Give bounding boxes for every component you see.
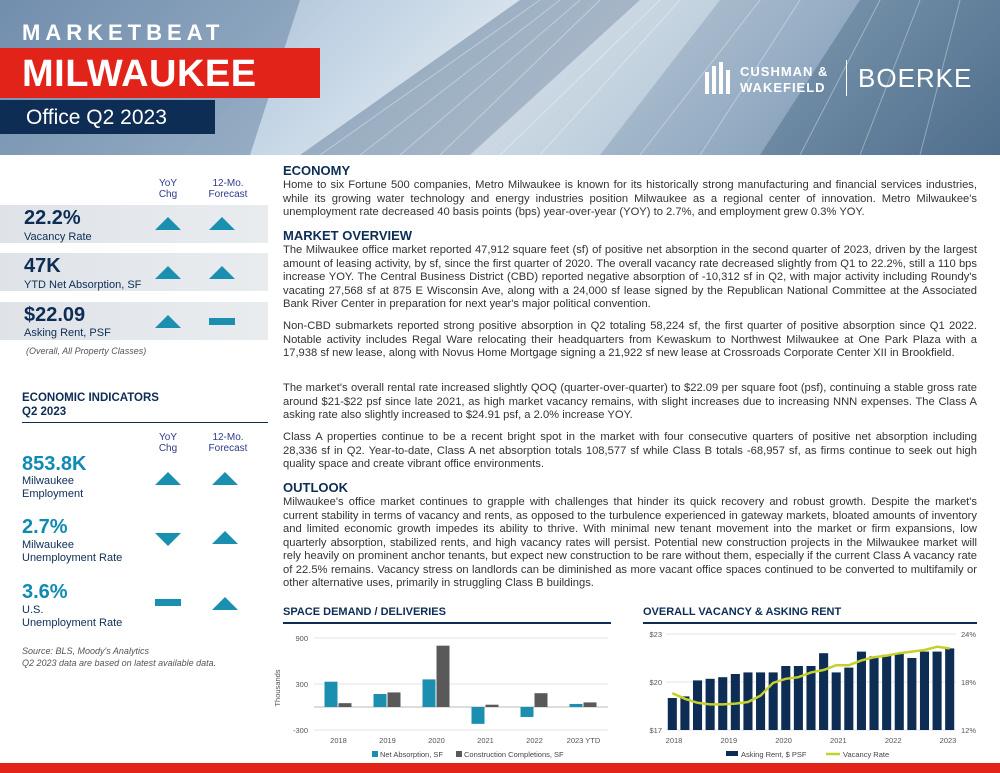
up-icon xyxy=(155,315,181,328)
y-tick-label: 300 xyxy=(295,680,308,689)
rent-bar xyxy=(668,698,677,730)
completions-bar xyxy=(535,693,548,707)
market-overview-heading: MARKET OVERVIEW xyxy=(283,228,413,243)
space-demand-chart xyxy=(270,626,615,763)
legend-label: Net Absorption, SF xyxy=(380,750,443,759)
forecast-header: 12-Mo. Forecast xyxy=(208,432,248,454)
completions-bar xyxy=(584,702,597,707)
economy-heading: ECONOMY xyxy=(283,163,351,178)
vacancy-rent-chart xyxy=(630,626,990,763)
indicator-label: Milwaukee Unemployment Rate xyxy=(22,539,123,564)
up-icon xyxy=(209,266,235,279)
rent-bar xyxy=(933,652,942,730)
x-tick-label: 2022 xyxy=(884,736,902,745)
indicator-label: U.S. Unemployment Rate xyxy=(22,604,123,629)
flat-icon xyxy=(209,318,235,325)
x-tick-label: 2023 YTD xyxy=(566,736,601,745)
rent-bar xyxy=(832,672,841,730)
market-paragraph-2: Non-CBD submarkets reported strong positive absorption in Q2 totaling 58,224 sf, the first quarter of positive absorption since Q1 2022. Notable activity includes Regal Ware relocating their headquarters from Kewaskum to Northwest Milwaukee at One Park Plaza with a 17,938 sf new lease, along with Novus Home Mortgage signing a 21,922 sf new lease at Crossroads Corporate Center XII in Brookfield. xyxy=(283,320,977,359)
y-axis-label: Thousands xyxy=(273,669,282,707)
kpi-label: Vacancy Rate xyxy=(24,231,92,243)
chart-rule xyxy=(643,622,977,624)
rent-bar xyxy=(781,666,790,730)
absorption-bar xyxy=(521,707,534,717)
x-tick-label: 2021 xyxy=(477,736,494,745)
chart-title-vacancy: OVERALL VACANCY & ASKING RENT xyxy=(643,606,842,618)
completions-bar xyxy=(437,646,450,707)
market-paragraph-3: The market's overall rental rate increased slightly QOQ (quarter-over-quarter) to $22.09 per square foot (psf), continuing a stable gross rate around $21-$22 psf since late 2021, as high market vacancy remains, with slight increases due to increasing NNN expenses. The Class A asking rate also slightly increased to $24.91 psf, a 2.0% increase YOY. xyxy=(283,382,977,421)
x-tick-label: 2022 xyxy=(526,736,543,745)
rent-bar xyxy=(680,696,689,730)
absorption-bar xyxy=(423,679,436,707)
legend-swatch-rent xyxy=(726,751,738,756)
absorption-bar xyxy=(325,682,338,707)
indicator-value: 2.7% xyxy=(22,516,68,538)
legend-label: Construction Completions, SF xyxy=(464,750,564,759)
rent-bar xyxy=(882,655,891,730)
brand-title: MARKETBEAT xyxy=(22,20,225,45)
rent-bar xyxy=(920,652,929,730)
completions-bar xyxy=(486,705,499,707)
market-paragraph-4: Class A properties continue to be a recent bright spot in the market with four consecutive quarters of positive net absorption including 28,336 sf in Q2. Year-to-date, Class A net absorption totals 108,577 sf while Class B totals -68,957 sf, as firms continue to seek out high quality space and create vibrant office environments. xyxy=(283,431,977,470)
chart-rule xyxy=(283,622,611,624)
rent-bar xyxy=(895,653,904,730)
y-tick-label-right: 18% xyxy=(961,678,977,687)
up-icon xyxy=(212,472,238,485)
x-tick-label: 2018 xyxy=(665,736,683,745)
completions-bar xyxy=(339,703,352,707)
partner-logo: BOERKE xyxy=(858,63,973,93)
x-tick-label: 2021 xyxy=(830,736,847,745)
legend-swatch-completions xyxy=(456,751,462,757)
up-icon xyxy=(209,217,235,230)
x-tick-label: 2020 xyxy=(775,736,792,745)
rent-bar xyxy=(945,648,954,730)
y-tick-label-right: 24% xyxy=(961,630,977,639)
rent-bar xyxy=(693,680,702,730)
x-tick-label: 2019 xyxy=(720,736,738,745)
footer-bar xyxy=(0,763,1000,773)
rent-bar xyxy=(819,653,828,730)
rent-bar xyxy=(844,668,853,730)
legend-swatch-absorption xyxy=(372,751,378,757)
source-note: Source: BLS, Moody's Analytics xyxy=(22,646,149,656)
kpi-note: (Overall, All Property Classes) xyxy=(26,346,147,356)
y-tick-label: 900 xyxy=(295,634,308,643)
up-icon xyxy=(155,266,181,279)
kpi-label: YTD Net Absorption, SF xyxy=(24,279,142,291)
completions-bar xyxy=(388,692,401,707)
y-tick-label-left: $17 xyxy=(649,726,662,735)
x-tick-label: 2019 xyxy=(379,736,396,745)
rent-bar xyxy=(870,656,879,730)
y-tick-label-left: $23 xyxy=(649,630,662,639)
kpi-label: Asking Rent, PSF xyxy=(24,327,111,339)
indicator-value: 3.6% xyxy=(22,581,68,603)
absorption-bar xyxy=(570,704,583,707)
city-title: MILWAUKEE xyxy=(22,53,257,95)
yoy-header: YoY Chg xyxy=(158,178,178,200)
y-tick-label-right: 12% xyxy=(961,726,977,735)
x-tick-label: 2023 xyxy=(939,736,957,745)
up-icon xyxy=(212,597,238,610)
logo-line-2: WAKEFIELD xyxy=(740,80,826,95)
y-tick-label-left: $20 xyxy=(649,678,662,687)
divider xyxy=(22,422,268,423)
period-title: Office Q2 2023 xyxy=(26,106,167,129)
x-tick-label: 2020 xyxy=(428,736,445,745)
rent-bar xyxy=(907,658,916,730)
absorption-bar xyxy=(374,694,387,707)
rent-bar xyxy=(756,672,765,730)
kpi-value: 47K xyxy=(24,255,61,277)
market-paragraph-1: The Milwaukee office market reported 47,912 square feet (sf) of positive net absorption in the second quarter of 2023, driven by the largest amount of leasing activity, by sf, since the first quarter of 2020. The overall vacancy rate decreased slightly from Q1 to 22.2%, still a 110 bps increase YOY. The Central Business District (CBD) reported negative absorption of -10,312 sf in Q2, with major activity including Roundy's vacating 27,568 sf at 875 E Wisconsin Ave, along with a 24,000 sf lease signed by the Republican National Committee at the Associated Bank River Center in preparation for next year's major political convention. xyxy=(283,244,977,310)
outlook-heading: OUTLOOK xyxy=(283,480,348,495)
up-icon xyxy=(212,531,238,544)
economy-text: Home to six Fortune 500 companies, Metro Milwaukee is known for its historically strong manufacturing and financial services industries, while its growing water technology and energy industries position Milwaukee as a regional center of innovation. Metro Milwaukee's unemployment rate decreased 40 basis points (bps) year-over-year (YOY) to 2.7%, and employment grew 0.3% YOY. xyxy=(283,179,977,218)
indicator-label: Milwaukee Employment xyxy=(22,475,84,500)
up-icon xyxy=(155,472,181,485)
cushman-logo-icon xyxy=(703,62,735,94)
outlook-text: Milwaukee's office market continues to grapple with challenges that hinder its quick recovery and robust growth. Despite the market's current stability in terms of vacancy and rents, as opposed to the turbulence experienced in gateway markets, bloated amounts of inventory and limited economic growth impedes its ability to thrive. With minimal new tenant movement into the market or firm expansions, low quarterly absorption, stabilized rents, and high vacancy rates will persist. Potential new construction projects in the Milwaukee market will rely heavily on prominent anchor tenants, but expect new construction to be rare without them, especially if the current Class A vacancy rate of 22.5% remains. Vacancy stress on landlords can be diminished as more vacant office spaces continued to be converted to multifamily or other alternative uses, primarily in struggling Class B buildings. xyxy=(283,496,977,589)
kpi-value: $22.09 xyxy=(24,304,86,326)
y-tick-label: -300 xyxy=(292,726,308,735)
chart-title-demand: SPACE DEMAND / DELIVERIES xyxy=(283,606,446,618)
source-note-2: Q2 2023 data are based on latest available data. xyxy=(22,658,217,668)
legend-label: Vacancy Rate xyxy=(843,750,890,759)
legend-label: Asking Rent, $ PSF xyxy=(741,750,807,759)
header-banner xyxy=(0,0,1000,155)
absorption-bar xyxy=(472,707,485,724)
x-tick-label: 2018 xyxy=(330,736,347,745)
rent-bar xyxy=(857,652,866,730)
forecast-header: 12-Mo. Forecast xyxy=(208,178,248,200)
kpi-value: 22.2% xyxy=(24,207,81,229)
economic-indicators-title: ECONOMIC INDICATORS Q2 2023 xyxy=(22,392,159,418)
up-icon xyxy=(155,217,181,230)
flat-icon xyxy=(155,599,181,606)
down-icon xyxy=(155,533,181,546)
yoy-header: YoY Chg xyxy=(158,432,178,454)
rent-bar xyxy=(806,666,815,730)
indicator-value: 853.8K xyxy=(22,453,87,475)
logo-line-1: CUSHMAN & xyxy=(740,64,829,79)
logo-divider xyxy=(846,60,847,96)
